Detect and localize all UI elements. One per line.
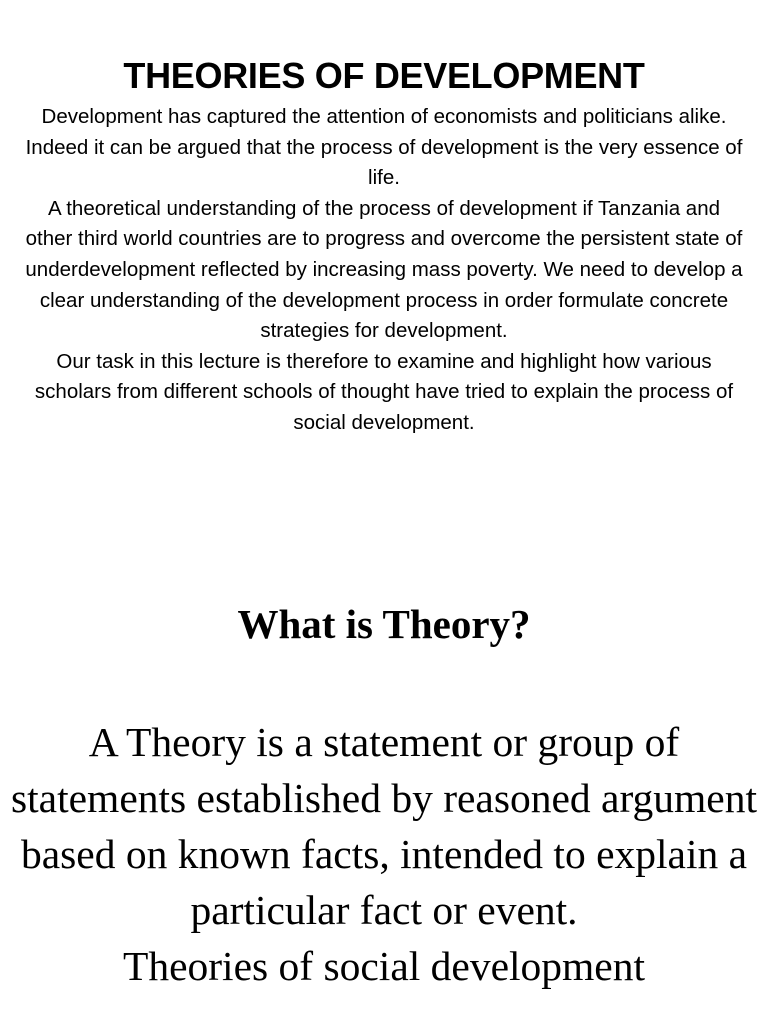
- intro-paragraph: Development has captured the attention of economists and politicians alike. Indeed it can be argued that the process of development is the very essence of life.: [25, 105, 743, 190]
- lecture-task-paragraph: Our task in this lecture is therefore to examine and highlight how various scholars from different schools of thought have tried to explain the process of social development.: [34, 349, 734, 434]
- slide-theories-of-development: [24, 50, 744, 439]
- section-heading: What is Theory?: [237, 601, 531, 647]
- cut-off-text: Theories of social development: [122, 943, 646, 989]
- slide-what-is-theory: [10, 594, 758, 994]
- page-title: THEORIES OF DEVELOPMENT: [123, 55, 645, 96]
- theory-definition: A Theory is a statement or group of statements established by reasoned argument based on known facts, intended to explain a particular fact or event.: [10, 719, 758, 933]
- theoretical-understanding-paragraph: A theoretical understanding of the process of development if Tanzania and other third world countries are to progress and overcome the persistent state of underdevelopment reflected by increasing mass poverty. We need to develop a clear understanding of the development process in order formulate concrete strategies for development.: [25, 196, 743, 343]
